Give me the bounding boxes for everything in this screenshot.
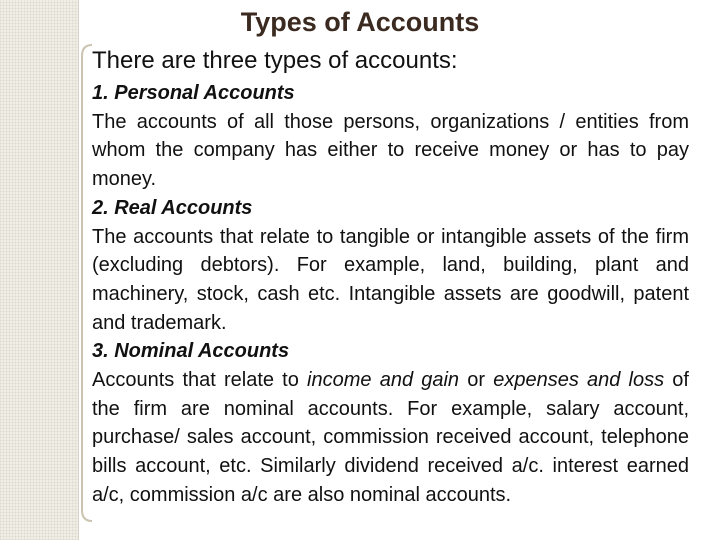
slide-title: Types of Accounts	[240, 7, 480, 37]
section-heading-nominal: 3. Nominal Accounts	[92, 340, 290, 363]
nominal-body-emphasis-income: income and gain	[307, 369, 460, 392]
content-text	[92, 79, 689, 510]
section-heading-personal: 1. Personal Accounts	[92, 82, 295, 104]
section-body-nominal	[92, 366, 689, 510]
nominal-body-emphasis-expenses: expenses and loss	[493, 369, 665, 392]
intro-text: There are three types of accounts:	[92, 47, 458, 74]
nominal-body-connector: or	[459, 369, 494, 392]
nominal-body-rest: of the firm are nominal accounts. For example, salary account, purchase/ sales account, commission received account, telephone bills account, etc. Similarly dividend received a/c. interest earned a/c, commission a/c are also nominal accounts.	[92, 369, 689, 506]
section-body-real: The accounts that relate to tangible or intangible assets of the firm (excluding debtors). For example, land, building, plant and machinery, stock, cash etc. Intangible assets are goodwill, patent and trademark.	[92, 225, 689, 334]
nominal-body-prefix: Accounts that relate to	[92, 369, 308, 392]
section-heading-real: 2. Real Accounts	[92, 196, 253, 219]
section-body-personal: The accounts of all those persons, organizations / entities from whom the company has either to receive money or has to pay money.	[92, 110, 689, 191]
slide-body	[92, 45, 689, 510]
decorative-side-strip	[0, 0, 79, 540]
